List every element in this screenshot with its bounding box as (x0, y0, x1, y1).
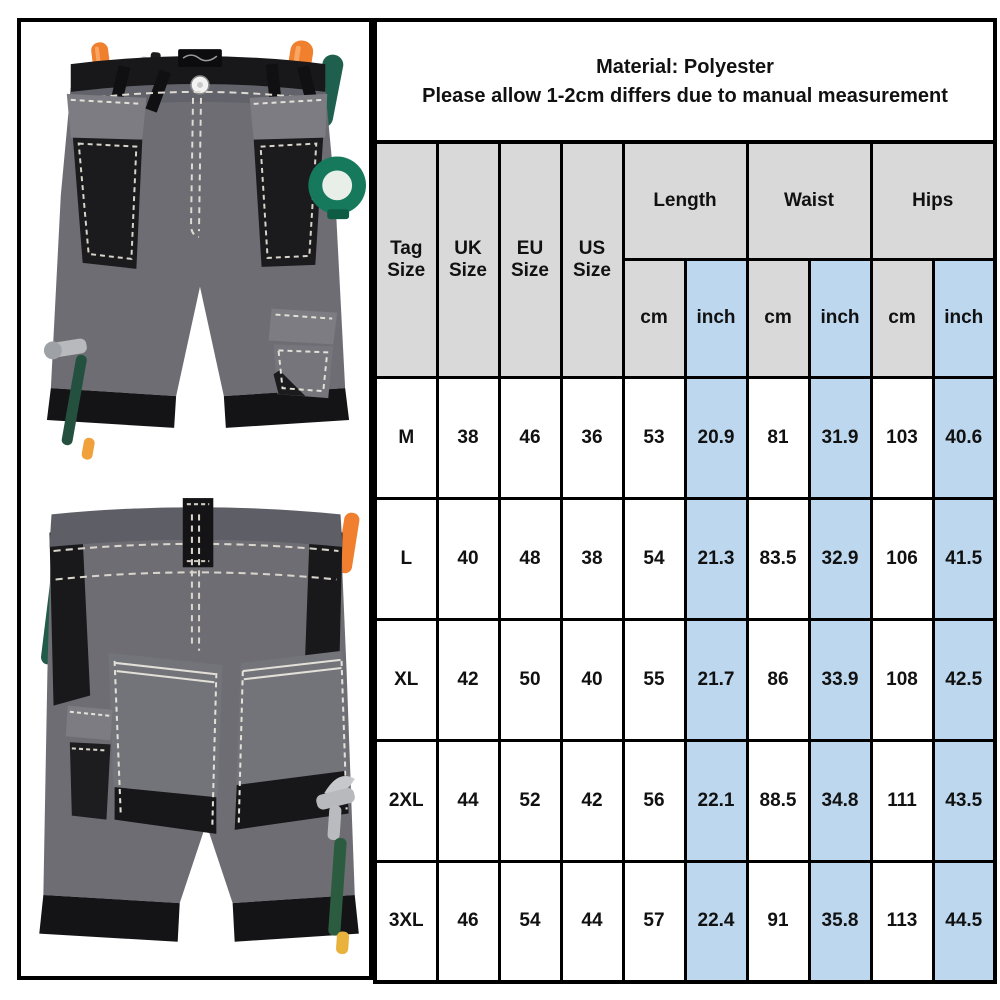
table-cell: 113 (871, 861, 933, 982)
table-cell: M (375, 377, 437, 498)
table-cell: 22.1 (685, 740, 747, 861)
table-cell: 88.5 (747, 740, 809, 861)
table-cell: 42.5 (933, 619, 995, 740)
photo-panel (17, 18, 373, 980)
table-cell: 43.5 (933, 740, 995, 861)
table-cell: 48 (499, 498, 561, 619)
shorts-back-image (21, 480, 369, 976)
table-cell: 111 (871, 740, 933, 861)
table-cell: 53 (623, 377, 685, 498)
table-cell: 44 (561, 861, 623, 982)
shorts-front-illustration (29, 28, 367, 480)
measurement-disclaimer: Please allow 1-2cm differs due to manual measurement (422, 84, 948, 107)
table-cell: 46 (437, 861, 499, 982)
table-cell: 41.5 (933, 498, 995, 619)
header-uk-size: UK Size (437, 142, 499, 377)
table-cell: 44 (437, 740, 499, 861)
table-cell: 21.3 (685, 498, 747, 619)
material-line: Material: Polyester (596, 55, 774, 78)
table-cell: XL (375, 619, 437, 740)
table-cell: 52 (499, 740, 561, 861)
shorts-back-illustration (23, 484, 369, 970)
table-cell: 54 (623, 498, 685, 619)
table-cell: 40 (561, 619, 623, 740)
header-tag-size: Tag Size (375, 142, 437, 377)
unit-waist-inch: inch (809, 259, 871, 377)
table-row-l (375, 498, 995, 619)
table-cell: 32.9 (809, 498, 871, 619)
shorts-front-image (21, 22, 369, 480)
table-row-3xl (375, 861, 995, 982)
table-cell: 108 (871, 619, 933, 740)
table-cell: 81 (747, 377, 809, 498)
table-cell: 36 (561, 377, 623, 498)
table-cell: 31.9 (809, 377, 871, 498)
table-cell: 20.9 (685, 377, 747, 498)
table-cell: 46 (499, 377, 561, 498)
unit-waist-cm: cm (747, 259, 809, 377)
size-table (373, 140, 997, 984)
header-hips: Hips (871, 142, 995, 259)
material-notice (373, 18, 997, 140)
back-pocket-left (108, 653, 222, 834)
table-cell: 22.4 (685, 861, 747, 982)
unit-hips-inch: inch (933, 259, 995, 377)
table-cell: 2XL (375, 740, 437, 861)
table-cell: 38 (561, 498, 623, 619)
table-cell: 106 (871, 498, 933, 619)
table-cell: 56 (623, 740, 685, 861)
header-us-size: US Size (561, 142, 623, 377)
table-cell: 57 (623, 861, 685, 982)
table-cell: 40 (437, 498, 499, 619)
table-cell: 40.6 (933, 377, 995, 498)
table-cell: 55 (623, 619, 685, 740)
table-cell: 42 (437, 619, 499, 740)
unit-length-inch: inch (685, 259, 747, 377)
cargo-pocket (269, 309, 338, 398)
size-chart-panel (373, 18, 997, 980)
header-waist: Waist (747, 142, 871, 259)
table-row-xl (375, 619, 995, 740)
table-cell: 3XL (375, 861, 437, 982)
table-cell: 33.9 (809, 619, 871, 740)
table-cell: 54 (499, 861, 561, 982)
header-eu-size: EU Size (499, 142, 561, 377)
unit-hips-cm: cm (871, 259, 933, 377)
header-length: Length (623, 142, 747, 259)
table-cell: 21.7 (685, 619, 747, 740)
table-cell: 83.5 (747, 498, 809, 619)
table-cell: 42 (561, 740, 623, 861)
table-cell: 38 (437, 377, 499, 498)
table-cell: 50 (499, 619, 561, 740)
table-cell: 91 (747, 861, 809, 982)
table-row-2xl (375, 740, 995, 861)
unit-length-cm: cm (623, 259, 685, 377)
table-cell: 35.8 (809, 861, 871, 982)
table-cell: 34.8 (809, 740, 871, 861)
table-cell: 44.5 (933, 861, 995, 982)
table-cell: 103 (871, 377, 933, 498)
table-cell: 86 (747, 619, 809, 740)
side-pocket-stack (66, 706, 113, 820)
table-cell: L (375, 498, 437, 619)
table-row-m (375, 377, 995, 498)
